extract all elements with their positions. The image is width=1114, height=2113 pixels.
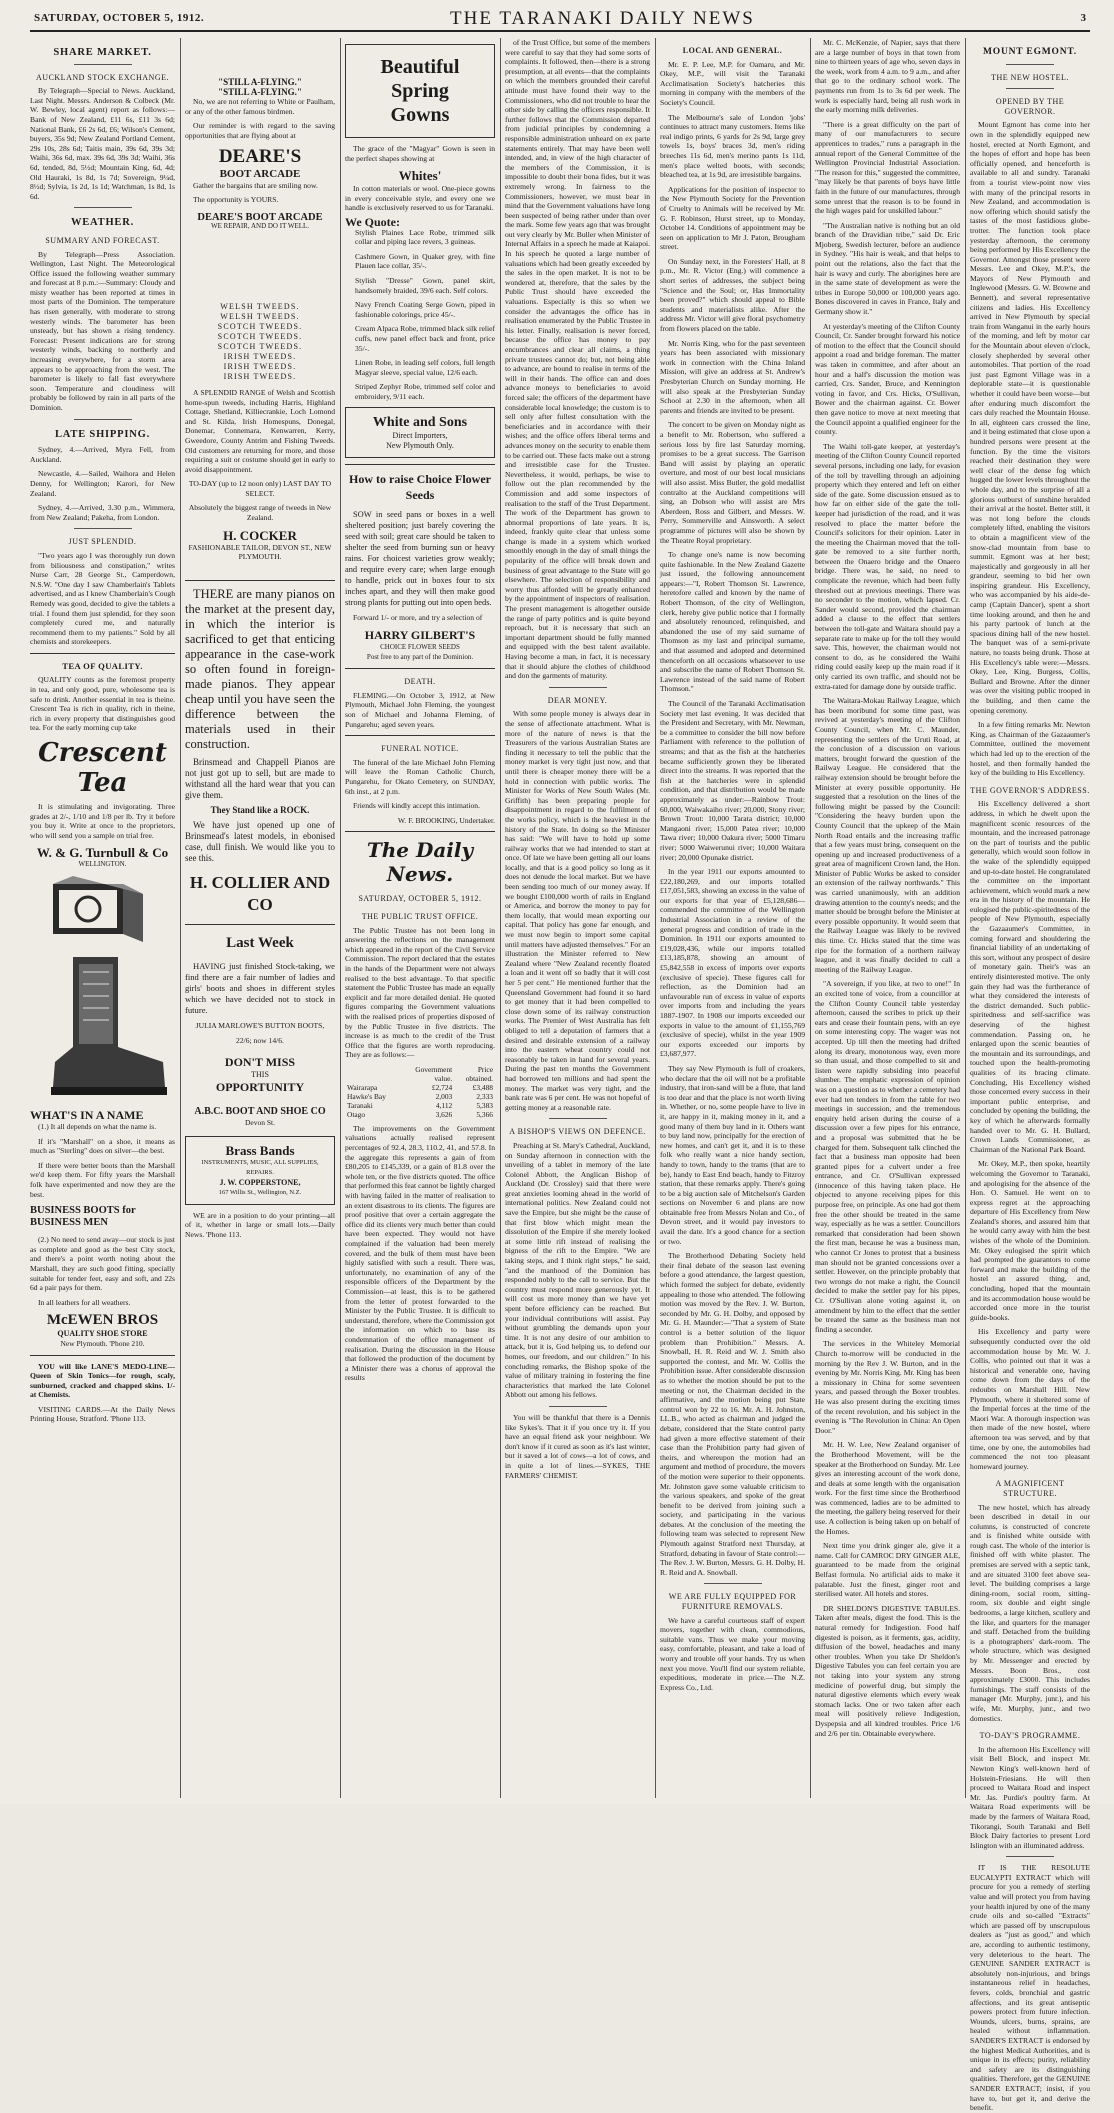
table-cell: Wairarapa (347, 1082, 378, 1092)
table-cell: Taranaki (347, 1100, 373, 1110)
ad-text: Gather the bargains that are smiling now. (193, 180, 318, 190)
dont-miss: DON'T MISS (224, 1054, 296, 1069)
list-item: Navy French Coating Serge Gown, piped in fashionable colorings, price 45/-. (355, 300, 495, 319)
subhead-opened-by-governor: OPENED BY THE GOVERNOR. (995, 97, 1065, 116)
headline-whats-in-a-name: WHAT'S IN A NAME (30, 1108, 144, 1122)
article-text: The Melbourne's sale of London 'jobs' continues to attract many customers. Items like real indigo prints, 6 yards for 2s 9d, large grey towels 1s, boys' braces 3d, men's riding breeches 11s 6d, men's merino pants 1s 11d, men's place welted boots, with seconds; bleached tea, at 1s 9d, are irresistible bargains. (660, 112, 805, 180)
list-item: Stylish "Dresse" Gown, panel skirt, handsomely braided, 39/6 each. Self colors. (355, 275, 495, 295)
headline-tea-of-quality: TEA OF QUALITY. (62, 660, 143, 671)
abc-boot-address: Devon St. (245, 1118, 275, 1128)
ad-text: SOW in seed pans or boxes in a well sheltered position; just barely covering the seed with soil; great care should be taken to shelter the seed from burning sun or heavy rains. For choicest varieties grow weakly; and require every care; when large enough to handle, prick out in boxes four to six inches apart, and they will then make good strong plants for putting out into open beds. (345, 510, 495, 608)
headline-just-splendid: JUST SPLENDID. (68, 537, 137, 547)
headline-flower-seeds: How to raise Choice Flower Seeds (349, 472, 491, 503)
white-and-sons-city: New Plymouth Only. (386, 441, 454, 451)
tweed-line: SCOTCH TWEEDS. (217, 341, 303, 351)
tweed-line: IRISH TWEEDS. (223, 351, 297, 361)
subhead-magnificent-structure: A MAGNIFICENT STRUCTURE. (995, 1479, 1065, 1498)
editorial-date: SATURDAY, OCTOBER 5, 1912. (358, 894, 482, 904)
article-text: Mr. E. P. Lee, M.P. for Oamaru, and Mr. Okey, M.P., will visit the Taranaki Acclimatisation Society's hatcheries this morning in company with the members of the Society's Council. (660, 59, 805, 107)
white-and-sons-sub: Direct Importers, (392, 431, 448, 441)
subhead-forecast: SUMMARY AND FORECAST. (45, 235, 160, 245)
table-row (345, 1092, 495, 1101)
article-text: The improvements on the Government valuations actually realised represent percentages of 92.4, 28.3, 110.2, 41, and 57.8. In the aggregate this represents a gain of from £80,205 to £145,339, or a gain of 81.8 over the whole ten, or the five districts quoted. The office that performed this feat cannot be lightly charged with having failed in the matter of realisation to an extent disastrous to its clients. The figures are proof positive that over a certain aggregate the office did its clients very much better than could have been expected. They would not have complained if the valuation had been merely covered, and the bulk of them must have been highly satisfied with such a result. There was, unfortunately, no examination of any of the responsible officers of the Department by the Commission—at least, this is to be gathered from the letter of protest forwarded to the Minister by the Public Trustee. It is difficult to understand, therefore, where the Commission got the information on which to base its condemnation of the office management of realisation. During the discussion in the House that followed the production of the document by a Minister there was a chorus of approval the results (345, 1123, 495, 1383)
tweed-line: WELSH TWEEDS. (220, 311, 300, 321)
headline-funeral-notice: FUNERAL NOTICE. (381, 744, 459, 754)
table-cell: 5,366 (476, 1109, 493, 1119)
table-cell: £2,724 (431, 1082, 453, 1092)
article-text: Mount Egmont has come into her own in the splendidly equipped new hostel, erected at North Egmont, and the hopes of effort and hope has been officially opened, and henceforth is available to all and sundry. Taranaki from a tourist view-point now vies with many of the principal resorts in New Zealand, and accommodation is now offering which should satisfy the tastes of the most fastidious globe-trotter. The function took place yesterday afternoon, the ceremony being performed by His Excellency the Governor. Amongst those present were Messrs. Lee and Okey, M.P.'s, the Mayors of New Plymouth and Inglewood (Messrs. G. W. Browne and Bennett), and several representative citizens and ladies. His Excellency arrived in New Plymouth by special train from Wanganui in the early hours of the morning, and left by motor car for the Mountain about eleven o'clock, closely shepherded by several other automobiles. That portion of the road just past Egmont Village was in a deplorable state—it is questionable whether it could have been worse—but after enduring much discomfort the cars duly reached the Mountain House. In all, eighteen cars crossed the line, and it being estimated that close upon a hundred persons were present at the function. By the time the visitors reached their destination they were well clear of the dense fog which hugged the lower levels throughout the whole day, and to the surprise of all a glorious outburst of sunshine heralded their arrival at the hostel. Better still, it was not long before the clouds completely lifted, enabling the visitors to obtain a magnificent view of the snow-clad mountain from base to summit. Egmont was at her best; majestically and gorgeously in all her grandeur, seeming to bid her own inspiring grandeur. His Excellency, who was accompanied by his aide-de-camp (Captain Dancer), spent a short time looking around, and then he and his party partook of lunch at the spacious dining hall of the new hostel. The banquet was of a semi-private nature, no toasts being drunk. Those at His Excellency's table were:—Messrs. Okey, Lee, King, Burgess, Collis, Bullard and Browne. After the dinner was over the visiting public trooped in the building, and then came the opening ceremony. (970, 120, 1090, 715)
turnbull-ad-title: W. & G. Turnbull & Co (36, 845, 169, 861)
subhead-governors-address: THE GOVERNOR'S ADDRESS. (970, 785, 1090, 795)
ad-text: (1.) It all depends on what the name is. (38, 1122, 157, 1131)
article-text: On Sunday next, in the Foresters' Hall, at 8 p.m., Mr. R. Victor (Eng.) will commence a short series of addresses, the subject being "Science and the Soul; or, Has Immortality been proved?" which should appeal to Bible students and materialists alike. After the address Mr. Victor will give floral psychometry from flowers placed on the table. (660, 256, 805, 334)
ad-text: We have a careful courteous staff of expert movers, together with clean, commodious, suitable vans. Thus we make your moving easy, comfortable, pleasant, and take a load of worry and trouble off your hands. Try us when next you move. You'll find our system reliable, expeditious, moderate in price.—The N.Z. Express Co., Ltd. (660, 1615, 805, 1692)
article-text: His Excellency delivered a short address, in which he dwelt upon the magnificent scenic resources of the mountain, and the increased patronage on the part of tourists and the public generally, which would soon follow in the wake of the splendidly equipped and up-to-date hostel. He congratulated the committee on the important achievement, which would mark a new era in the history of the mountain. He eulogised the public-spiritedness of the people of New Plymouth, especially the Gazaaumer's Committee, in coming forward and shouldering the financial liability of an undertaking of this sort, without any prospect of desire of monetary gain. Their's was an entirely disinterested motive. The only gain they had was the furtherance of what they considered the interests of the district demanded. Such public-spiritedness and self-sacrifice was deserving of the highest commendation. Passing on, he enlarged upon the scenic beauties of the mountain and its surroundings, and touched upon the health-promoting qualities of its bracing climate. Concluding, His Excellency wished those concerned every success in their important public enterprise, and concluded by opening the building, the key of which he afterwards formally handed over to Mr. G. H. Bullard, Crown Lands Commissioner, as Chairman of the National Park Board. (970, 799, 1091, 1154)
article-text: Sydney, 4.—Arrived, Myra Fell, from Auckland. (30, 445, 175, 464)
ad-text: IT IS THE RESOLUTE EUCALYPTI EXTRACT which will procure for you a remedy of sterling value and will protect you from having your health injured by one of the many crude oils and so-called "Extracts" which are passed off by unscrupulous dealers as "just as good," and which are, according to authentic testimony, very deleterious to the heart. The GENUINE SANDER EXTRACT is absolutely non-injurious, and brings instantaneous relief in headaches, fevers, colds, bronchial and gastric affections, and its great antiseptic powers protect from future infection. Wounds, ulcers, burns, sprains, are healed without inflammation. SANDER'S EXTRACT is endorsed by the highest Medical Authorities, and is unique in its effects; purity, reliability and safety are its distinguishing qualities. Therefore, get the GENUINE SANDER EXTRACT; insist, if you have to, but get it, and derive the benefit. (970, 1863, 1090, 2113)
list-item: Linen Robe, in leading self colors, full length Magyar sleeve, special value, 12/6 each. (355, 358, 495, 377)
brass-bands-address: 167 Willis St., Wellington, N.Z. (218, 1188, 302, 1196)
ad-text: Forward 1/- or more, and try a selection of (353, 613, 483, 623)
subhead-new-hostel: THE NEW HOSTEL. (991, 72, 1069, 82)
gown-list (345, 228, 495, 402)
article-text: At yesterday's meeting of the Clifton County Council, Cr. Sander brought forward his notice of motion to the effect that the Council should appoint a road and bridge foreman. The matter was taken in committee, and after about an hour and a half's discussion the motion was carried, Crs. Sander, Bruce, and Kennington voting in favor, and Crs. Hicks, O'Sullivan, Bower and the chairman against. Cr. Bower then gave notice to move at next meeting that the Council appoint a qualified engineer for the county. (815, 321, 960, 437)
tweed-line: IRISH TWEEDS. (223, 371, 297, 381)
column-4 (505, 38, 650, 1800)
harry-gilbert-sub: CHOICE FLOWER SEEDS (380, 643, 460, 652)
deares-title: DEARE'S (218, 145, 302, 167)
whites-title: Whites' (398, 168, 442, 184)
article-text: of the Trust Office, but some of the members were careful to say that they had some sorts of complaints. It followed, then—there is a strong presumption, at all events—that the complaints on which the members grounded their careful attitude must have found their way to the Commissioners, who did not trouble to hear the other side by calling the officers responsible. It further follows that the Commission departed from judicial principles by condemning a responsible administration unheard on ex parte statements entirely. That may have been well intended, and, in view of the high character of the members of the Commission, it is impossible to doubt their bona fides, but it was extremely wrong. In fairness to the Commissioners, however, we must bear in mind that the Government valuations have long been suspected of being rather under than over the mark. Some few years ago that was brought out very clearly by Mr. Buller when Minister of Internal Affairs in a speech he made at Kaiapoi. In his speech he quoted a large number of valuations which had been greatly exceeded by the sales in the open market. It is not to be wondered at, therefore, that the sales by the Public Trust should have exceeded the valuations. Especially is this so when we consider the advantages the office has in realisation enumerated by the Public Trustee in his letter. Finally, realisation is never forced, because the office has money to pay encumbrances and clear all claims, a thing private trustees cannot do; but, not being able to advance, are bound to realise in terms of the will in their hands. The office can and does advance moneys to beneficiaries to avoid forced sale; the officers of the department have considerable local knowledge; the custom is to sell only after fullest consultation with the beneficiaries and in accordance with their wishes; and the office offers liberal terms and advances money on the security to enable them to be carried out. These facts make out a strong and irresistible case for the Trustee. Nevertheless, it would, perhaps, be wise to follow out the plan recommended by the Commission and add some inspectors of realisation to the staff of the Trust Department. The work of the Department has grown to abnormal proportions of late years. It is, indeed, frankly quite clear that unless some change is made in a system which worked smoothly enough in the day of small things the popularity of the office will break down and business of great advantage to the State will go elsewhere. The selection of responsibility and worry thus afforded will be greatly enhanced by the appointment of inspectors of realisation. The present management is altogether outside the range of party politics and is quite beyond reproach, but it is necessary that such an important department should be fully manned and equipped with the best talent available. Having become a man, in fact, it is necessary that it should abjure the clothes of childhood and don the garments of maturity. (505, 38, 650, 681)
turnbull-ad-city: WELLINGTON. (78, 860, 127, 869)
column-rule (810, 38, 811, 1798)
headline-furniture-removals: WE ARE FULLY EQUIPPED FOR FURNITURE REMOVALS. (668, 1592, 797, 1612)
article-text: "Two years ago I was thoroughly run down from biliousness and constipation," writes Nurse Carr, 28 George St., Camperdown, N.S.W. "One day I saw Chamberlain's Tablets advertised, and as I knew Chamberlain's Cough Remedy was good, decided to give the tablets a trial. I found them just splendid, for they soon completely cured me, and naturally recommend them to my patients." Sold by all chemists and storekeepers. (30, 550, 175, 647)
article-text: Mr. C. McKenzie, of Napier, says that there are a large number of boys in that town from nine to thirteen years of age who, seven days in the week, work from 4 a.m. to 9 a.m., and after that go to the ordinary school work. The payments run from 1s to 3s 6d per week. The work is especially hard, being all rush work in the early morning milk deliveries. (815, 38, 960, 115)
ad-text: WE are in a position to do your printing—all of it, whether in large or small lots.—Daily News. 'Phone 113. (185, 1210, 335, 1239)
table-header (345, 1074, 401, 1083)
opportunity: OPPORTUNITY (215, 1080, 305, 1095)
article-text: You will be thankful that there is a Dennis like Sykes's. That it if you once try it. If you have an equal friend ask your neighbour. We don't know if it cured as soon as it's last winter, but it saved a lot of cows—a lot of cows, and in quite a lot of lines.—SYKES, THE FARMERS' CHEMIST. (505, 1412, 650, 1480)
ad-text: (2.) No need to send away—our stock is just as complete and good as the best City stock, and there's a point worth noting about the Marshall, they are such good fitting, specially suitable for tender feet, easy and soft, and 22s 6d a pair pays for them. (30, 1235, 175, 1293)
column-5 (660, 38, 805, 1800)
article-text: By Telegraph—Special to News. Auckland, Last Night. Messrs. Anderson & Colbeck (Mr. W. Bewley, local agent) report as follows:—Bank of New Zealand, £11 6s, £11 3s 6d; National Bank, £6 2s 6d, £6; Wilson's Cement, buyers, 35s 9d; New Zealand Portland Cement, 29s 10s, 28s 6d; Taitis main, 39s 6d, 39s 3d; Waihi, 36s 6d, max. 39s 6d, 39s 3d; Waihi, 36s 6d, tended, 8d, 5½d; Mountain King, 6d, 4d; Old Hauraki, 1s 8d, 1s 7d; Sovereign, 9¼d, 8½d; Sylvia, 1s 2d, 1s 1d; Watchman, 1s 8d, 1s 6d. (30, 86, 175, 201)
ad-text: The grace of the "Magyar" Gown is seen in the perfect shapes showing at (345, 144, 495, 163)
harry-gilbert-post: Post free to any part of the Dominion. (366, 652, 474, 661)
ad-text: Our reminder is with regard to the saving opportunities that are flying about at (185, 121, 335, 140)
ad-text: In all leathers for all weathers. (38, 1297, 131, 1307)
ad-text: It is stimulating and invigorating. Three grades at 2/-, 1/10 and 1/8 per lb. Try it before you buy it. Write at once to the proprietors, who will send you a sample on trial free. (30, 802, 175, 840)
article-text: The Brotherhood Debating Society held their final debate of the season last evening before a good attendance, the largest question, which formed the subject for debate, evidently appealing to those who attended. The following motion was moved by the Rev. J. W. Burton, seconded by Mr. G. H. Dolby, and opposed by Mr. G. H. Maunder:—"That a system of State control is a better solution of the liquor problem than Prohibition." Messrs. A. Snowball, H. R. Reid and W. J. Smith also supported the contest, and Mr. W. Collis the Prohibition issue. After considerable discussion as to whether the motion should be put to the meeting or not, the Chairman decided in the affirmative, and the motion being put State control won by 22 to 16. Mr. A. H. Johnston, LL.B., who acted as chairman and judged the debate, considered that the State control party had given a more effective statement of their case than the Prohibition party had given of theirs, and whereupon the motion had an argument and method of procedure, the movers of the motion were superior to their opponents. Mr. Johnston gave some valuable criticism to the various speakers, and spoke of the great benefit to be derived from joining such a society, and participating in the various debates. At the conclusion of the meeting the following team was selected to represent New Plymouth against Stratford next Thursday, at Stratford, debating in favour of State control:—The Rev. J. W. Burton, Messrs. G. H. Dolby, H. R. Reid and A. Snowball. (660, 1251, 805, 1577)
tea-packet-illustration (43, 876, 163, 946)
article-text: Mr. Norris King, who for the past seventeen years has been associated with missionary work in connection with the China Inland Mission, will give an address at St. Andrew's Presbyterian Church on Sunday morning. He will also speak at the Presbyterian Sunday School at 2.30 in the afternoon, when all parents and friends are invited to be present. (660, 338, 805, 415)
boot-illustration (33, 952, 173, 1102)
article-text: Mr. Okey, M.P., then spoke, heartily welcoming the Governor to Taranaki, and apologising for the absence of the Hon. O. Samuel. He went on to express regret at the approaching departure of His Excellency from New Zealand's shores, and assured him that he would carry away with him the best wishes of the whole of the Dominion. Mr. Okey eulogised the spirit which had prompted the guarantors to come forward and make the building of the hostel an assured thing, and, concluding, hoped that the mountain and its accommodation house would be accorded once more in the tourist guide-books. (970, 1159, 1090, 1322)
column-rule (655, 38, 656, 1798)
we-quote: We Quote: (345, 214, 400, 229)
table-header: Price (477, 1064, 493, 1074)
article-text: In the afternoon His Excellency will visit Bell Block, and inspect Mr. Newton King's well-known herd of Holstein-Friesians. He will then proceed to Waitara Road and inspect Mr. Jas. Purdie's poultry farm. At Waitara Road experiments will be made by the farmers of Waitara Road, Tikorangi, South Taranaki and Bell Block Dairy factories to present Lord Islington with an illuminated address. (970, 1744, 1090, 1850)
brass-bands-ad (185, 1136, 335, 1205)
article-text: His Excellency and party were subsequently conducted over the old accommodation house by Mr. W. J. Collis, who pointed out that it was a historical and venerable one, having come down from the days of the redoubts on Marshall Hill. New Plymouth, where it sheltered some of the Imperial forces at the time of the Maori War. A thorough inspection was then made of the new hostel, where afternoon tea was served, and by that time, one by one, the automobiles had commenced the not too pleasant homeward journey. (970, 1327, 1090, 1471)
notice-text: FLEMING.—On October 3, 1912, at New Plymouth, Michael John Fleming, the youngest son of Michael and Johanna Fleming, of Pungarehu; aged seven years. (345, 690, 495, 729)
article-text: To change one's name is now becoming quite fashionable. In the New Zealand Gazette just issued, the following announcement appears:—"I, Robert Thomson St. Lawrence, heretofore called and known by the name of Robert Thomson, of the city of Wellington, clerk, hereby give public notice that I formally and absolutely renounced, relinquished, and abandoned the use of my said surname of Thomson as my last and principal surname, and that assumed and adopted and determined thenceforth on all occasions whatsoever to use and subscribe the name of Robert Thomson St. Lawrence instead of the said name of Robert Thomson." (660, 550, 805, 694)
column-rule (965, 38, 966, 1798)
ad-text: VISITING CARDS.—At the Daily News Printing House, Stratford. 'Phone 113. (30, 1404, 175, 1424)
masthead-date: SATURDAY, OCTOBER 5, 1912. (34, 12, 205, 24)
dont-miss-this: THIS (251, 1069, 269, 1079)
daily-news-nameplate: The Daily News. (366, 838, 474, 887)
table-header (345, 1065, 401, 1074)
article-text: The Public Trustee has not been long in answering the reflections on the management which appeared in the report of the Civil Service Commission. The report declared that the estates in the hands of the Department were not always realised to the best advantage. To that specific statement the Public Trustee has made an equally explicit and far more detailed denial. He quoted figures comparing the Government valuations with the realised prices of properties disposed of by the Public Trustee in five districts. The increase is as much to the credit of the Trust Office that the figures are worth reproducing. They are as follows:— (345, 925, 495, 1060)
table-cell: 5,383 (476, 1100, 493, 1110)
table-row (345, 1101, 495, 1110)
table-row (345, 1065, 495, 1074)
article-text: The Council of the Taranaki Acclimatisation Society met last evening. It was decided that the President and Secretary, with Mr. Newman, be a committee to consider the bill now before Parliament with reference to the pollution of streams; and that as the fish at the hatcheries became sufficiently grown they be liberated direct into the streams. It was reported that the fish at the hatcheries were in splendid condition, and that distribution would be made approximately as under:—Rainbow Trout: 60,000, Waiwakaiho river; 20,000, Stony river; Brown Trout: 10,000 Tarata district; 10,000 Mangaoni river; 15,000 Patea river; 10,000 Tawa river; 10,000 Oakura river; 5000 Timaru river; 5000 Waiwerunui river; 10,000 Waitara river; 20,000 Opunake district. (660, 699, 805, 862)
article-text: Preaching at St. Mary's Cathedral, Auckland, on Sunday afternoon in connection with the unveiling of a tablet in memory of the late Colonel Abbott, the Anglican Bishop of Auckland (Dr. Crossley) said that there were great anxieties looming ahead in the world of international politics. New Zealand could not save the Empire, but she might be the cause of that first blow which might mean the dissolution of the Empire if she merely looked at some little rift instead of realising the bigness of the rift to the Empire. "We are taking steps, and I think right steps," he said, "and the manhood of the Dominion has responded nobly to the call to service. But the country must respond more generously yet. It will cost us more money than we have yet spent before efficiency can be reached. But your individual contributions will assist. Pay without grumbling the demands upon your time. It is not any desire of our ambition to attack, but it is, God helping us, to defend our homes, our freedom, and our children." In his concluding remarks, the Bishop spoke of the value of military training in fostering the fine characteristics that marked the late Colonel Abbott out among his fellows. (505, 1140, 650, 1400)
headline-public-trust: THE PUBLIC TRUST OFFICE. (361, 911, 479, 921)
ad-text: YOU will like LANE'S MEDO-LINE—Queen of Skin Tonics—for rough, scaly, sunburned, cracked and chapped skins. 1/- at Chemists. (30, 1361, 175, 1400)
column-rule (340, 38, 341, 1798)
spring-gowns-ad (345, 44, 495, 138)
headline-dear-money: DEAR MONEY. (547, 695, 608, 705)
ad-text: Absolutely the biggest range of tweeds in New Zealand. (188, 503, 332, 523)
table-header: Government (415, 1064, 453, 1074)
ad-text: JULIA MARLOWE'S BUTTON BOOTS, (195, 1021, 325, 1031)
table-cell: 4,112 (435, 1100, 453, 1110)
article-text: With some people money is always dear in the sense of affectionate attachment. What is more of the nature of news is that the Treasurers of the various Australian States are finding it necessary to tell the public that the money market is very tight just now, and that until there is cheaper money there will be a hold in connection with public works. The Minister for Works of New South Wales (Mr. Griffith) has been preparing people for disappointment in regard to the fulfilment of the works policy, which is the heaviest in the history of the State. In doing so the Minister has said: "We will have to hold up some railway works that we had intended to start at once. Of late we have been getting all our loans locally, and that is a good policy so long as it does not denude the local market. But we have been sending too much of our money away. If we bought £100,000 worth of rails in England or America, and borrow the money to pay for them locally, that would mean exporting our capital. That policy has gone far enough, and we must now begin to import some capital until matters have adjusted themselves." For an illustration the Minister referred to New Zealand where "New Zealand recently floated a loan and it went off so badly that it will cost her 5 per cent." He mentioned further that the Queensland Government had found it so hard to get money that it had been compelled to close down some of its railway construction works. The Premier of West Australia has felt obliged to tell a deputation of farmers that a desired and desirable extension of a railway into the eastern wheat country could not reasonably be taken in hand for several years. During the past ten months the Government had borrowed ten millions and had spent the money. The market was very tight, and the bank rate was 6 per cent. He was not hopeful of getting money at a reasonable rate. (505, 709, 650, 1112)
table-row (345, 1074, 495, 1083)
headline-local-general: LOCAL AND GENERAL. (682, 46, 783, 55)
crescent-tea-logo: Crescent Tea (38, 738, 167, 799)
article-text: They say New Plymouth is full of croakers, who declare that the oil will not be a profitable industry, that iron-sand will be a flute, that land is too dear and that the place is not worth living in. Whether, or no, some people have to live in it, are happy in it, making money in it, and a good many of them buy land in it. Others want to buy land now, principally for the erection of new homes, and can't get it, and it is to these folk who really want a nice handy section, handy to town, handy to the trams (that are to be), handy to East End beach, handy to Fitzroy station, that these remarks apply. There's going to be a big auction sale of Mitchelson's Garden sections on November 6 and plans are now obtainable free from Messrs Nolan and Co., of Devon street, and it would pay investors to avail the date. It's a good chance for a section or two. (660, 1063, 805, 1246)
brass-bands-title: Brass Bands (225, 1142, 295, 1158)
table-cell: Otago (347, 1109, 366, 1119)
article-text: "There is a great difficulty on the part of many of our manufacturers to secure apprentices to trades," runs a paragraph in the annual report of the General Committee of the Wellington Provincial Industrial Association. "The reason for this," suggested the committee, "may likely be that parents of boys have little faith in the future of our manufactures, through some unrest that the reason is to be found in the high wages paid for unskilled labour." (815, 119, 960, 216)
subhead-todays-programme: TO-DAY'S PROGRAMME. (979, 1731, 1081, 1741)
subhead-auckland-exchange: AUCKLAND STOCK EXCHANGE. (36, 72, 169, 82)
last-week-title: Last Week (226, 935, 294, 952)
ad-text: The opportunity is YOURS. (193, 195, 279, 205)
tweed-line: WELSH TWEEDS. (220, 301, 300, 311)
ad-text: We have just opened up one of Brinsmead's latest models, in ebonised case, dull finish. We would like you to see this. (185, 820, 335, 864)
headline-business-boots: BUSINESS BOOTS for BUSINESS MEN (30, 1205, 136, 1229)
headline-bishops-views: A BISHOP'S VIEWS ON DEFENCE. (509, 1127, 646, 1137)
ad-text: Brinsmead and Chappell Pianos are not just got up to sell, but are made to withstand all the hard wear that you can give them. (185, 756, 335, 800)
white-and-sons-ad (345, 407, 495, 458)
masthead-title: THE TARANAKI DAILY NEWS (450, 8, 755, 29)
headline-weather: WEATHER. (70, 217, 135, 229)
deares-repair: WE REPAIR, AND DO IT WELL. (210, 222, 310, 231)
ad-text: No, we are not referring to White or Paulham, or any of the other famous birdmen. (185, 97, 335, 116)
mcewen-bros-sub: QUALITY SHOE STORE (57, 1329, 148, 1339)
article-text: In the year 1911 our exports amounted to £22,180,269, and our imports totalled £17,051,583, showing an excess in the value of our exports for that year of £5,128,686—commended the committee of the Wellington Industrial Association in a review of the general progress and condition of trade in the Dominion. In 1911 our exports amounted to £19,028,436, while our imports totalled £13,185,878, showing an amount of £5,842,558 in excess of imports over exports (exclusive of specie). These figures call for reflection, as the Dominion had an unfavourable run of excess in value of exports over imports from and including the years 1887-1907. In 1908 our imports exceeded our exports in value to the amount of £1,155,769 (exclusive of specie), whilst in the year 1909 our exports exceeded our imports by £3,687,977. (660, 867, 805, 1059)
ad-text: If it's "Marshall" on a shoe, it means as much as "Sterling" does on silver—the best. (30, 1136, 175, 1156)
tweed-line: SCOTCH TWEEDS. (217, 331, 303, 341)
table-cell: 2,333 (476, 1091, 493, 1101)
list-item: Stylish Plaines Lace Robe, trimmed silk collar and piping lace revers, 3 guineas. (355, 227, 495, 247)
masthead (30, 6, 1090, 32)
headline-mount-egmont: MOUNT EGMONT. (983, 47, 1077, 57)
cocker-sub: FASHIONABLE TAILOR, DEVON ST., NEW PLYMOUTH. (188, 542, 332, 562)
tweed-line: IRISH TWEEDS. (223, 361, 297, 371)
table-cell: Hawke's Bay (347, 1091, 386, 1101)
table-cell: 3,626 (435, 1109, 453, 1119)
article-text: By Telegraph—Press Association. Wellington, Last Night. The Meteorological Office issued the following weather summary and forecast at 8 p.m.:—Summary: Cloudy and misty weather has been reported at times in most parts of the Dominion. The temperature has risen generally, with moderate to strong westerly winds. The barometer has been unsteady, but has shown a rising tendency. Forecast: Present indications are for strong westerly winds, backing to northerly and increasing everywhere, for a storm area appears to be approaching from the west. The barometer is likely to fall fast everywhere soon. Temperature and cloudiness will probably be followed by rain in all parts of the Dominion. (30, 249, 175, 412)
ad-text: 22/6; now 14/6. (236, 1036, 284, 1046)
ad-text: QUALITY counts as the foremost property in tea, and only good, pure, wholesome tea is safe to drink. Another essential in tea is theine. Crescent Tea is rich in quality, rich in theine, rich in every property that distinguishes good tea. For the early morning cup take (30, 675, 175, 733)
column-6 (815, 38, 960, 1800)
headline-late-shipping: LATE SHIPPING. (54, 428, 151, 440)
article-text: The concert to be given on Monday night as a benefit to Mr. Robertson, who suffered a serious loss by fire last Saturday morning, promises to be a great success. The Garrison Band will assist by playing an operatic overture, and most of our best local musicians will also assist. Miss Butler, the gold medallist contralto at the Auckland competitions will sing, an Dobson who will assist are Mrs Aberdeen, Ross and Gilbert, and Messrs. W. Perry, Sommerville and Ainsworth. A select programme of pictures will also be shown by the Theatre Royal proprietary. (660, 420, 805, 545)
still-a-flying-1: "STILL A-FLYING." (218, 77, 302, 87)
table-row (345, 1110, 495, 1119)
page-number: 3 (1080, 12, 1086, 24)
ad-text: Next time you drink ginger ale, give it a name. Call for CAMROC DRY GINGER ALE, guaranteed to be made from the original Belfast formula. No artificial aids to make it palatable. Just the finest, ginger root and sterilised water. All hotels and stores. (815, 1541, 960, 1599)
article-text: The Waihi toll-gate keeper, at yesterday's meeting of the Clifton County Council reported several persons, including one lady, for evasion of the toll by travelling through an adjoining property which they entered and left on either side of the gate. Some discussion ensued as to how far on either side of the gate the toll-keeper had jurisdiction of the road, and it was resolved to place the matter before the Council's solicitors for their opinion. Later in the meeting the Chairman moved that the toll-gate be removed to a site further north, between the Onaero bridge and the Onaero bridge. There was, he said, no need to complicate the revenue, which had been fully threshed out at previous meetings. There was no seconder to the motion, which lapsed. Cr. Sander would second, provided the chairman added a clause to the effect that settlers between the toll-gate and Waitara should pay a separate rate to make up for the toll they would save. This, however, the chairman would not consent to do, as he considered the Waihi riding could easily keep up the main road if it only carried its own traffic, and should not be extra-rated for damage done by outside traffic. (815, 441, 960, 691)
spring-gowns-title-3: Gowns (390, 104, 450, 126)
brass-bands-name: J. W. COPPERSTONE, (219, 1177, 301, 1187)
column-7 (970, 38, 1091, 2113)
article-text: Sydney, 4.—Arrived, 3.30 p.m., Wimmera, from New Zealand; Pakeha, from London. (30, 503, 175, 522)
headline-share-market: SHARE MARKET. (53, 47, 152, 58)
ad-text: DR SHELDON'S DIGESTIVE TABULES. Taken after meals, digest the food. This is the natural remedy for Indigestion. Food half digested is poison, as it ferments, gas, acidity, diffusion of the bowel, headaches and many other troubles. When you take Dr Sheldon's Digestive Tabules you can feel certain you are not taking into your system any strong medicine of powerful drug, but simply the natural digestive elements which every weak stomach lacks. One or two taken after each meal will positively relieve Indigestion, Dyspepsia and all kindred troubles. Price 1/6 and 2/6 per tin. Obtainable everywhere. (815, 1603, 960, 1738)
ad-text: In cotton materials or wool. One-piece gowns in every conceivable style, and every one we handle is exclusively reserved to us for Taranaki. (345, 184, 495, 213)
tweeds-list (185, 302, 335, 382)
spring-gowns-title-2: Spring (391, 80, 449, 102)
article-text: In a few fitting remarks Mr. Newton King, as Chairman of the Gazaaumer's Committee, outlined the movement which had led up to the erection of the hostel, and then formally handed the key of the building to His Excellency. (970, 720, 1090, 778)
table-header: obtained. (465, 1073, 493, 1083)
article-text: The Waitara-Mokau Railway League, which has been moribund for some time past, was revived at yesterday's meeting of the Clifton County Council, when Mr. C. Maunder, representing the settlers of the Uruti Road, at the conclusion of a discussion on various matters, brought forward the question of the Railway League. He considered that the railway extension should be brought before the Minister at every possible opportunity. He suggested that a resolution on the lines of the following might be passed by the Council: "Considering the heavy burden upon the County Council that the upkeep of the Main North Road entails and the increasing traffic that a few years must bring, consequent on the opening up and increased productiveness of a great area of magnificent Crown land, the Hon. Minister of Public Works be asked to consider an extension of the railway northwards." This was carried unanimously, with an addition drawing attention to the county's needs; and the matter should be brought before the Minister at every possible opportunity. It would seem that the Railway League was likely to be revived this time. Cr. Hicks stated that the time was ripe for the formation of a northern railway league, and it was finally decided to call a meeting of the Railway League. (815, 696, 960, 974)
article-text: "A sovereign, if you like, at two to one!" In an excited tone of voice, from a councillor at the Clifton County Council table yesterday afternoon, caused the scribes to prick up their ears and cease their fountain pens, with an eye on some interesting copy. The wager was not accepted. Up till then the meeting had drifted along its dreary, monotonous way, even more so than usual, and those compelled to sit and listen were rapidly subsiding into peaceful slumber. The emphatic expression of opinion was on a question as to whether a cemetery had ever had ten tenders in from the table for two meetings in succession, and the tremendous enquiry held arisen during the course of a discussion over a few pipes for his entrance, and a proposal was submitted that he be charged for them. Subsequent talk clinched the fact that a business man opposite had been granted pipes for a culvert under a free entrance, and Cr. O'Sullivan expressed (innocence of this having taken place. He objected to anyone receiving pipes for this purpose free, on principle. As one had got them free the other should be treated in the same way, especially as he was a settler. Councillors remarked that consideration had been shown the first man, because he was a business man, who cannot Cr Jones to protest that a business man should not be granted concessions over a settler. However, on the principle probably that two wrongs do not make a right, the Council decided to make the settler pay for his pipes, Cr. O'Sullivan alone voting against it, on amendment by him to the effect that the settler be treated the same as the business man not finding a seconder. (815, 979, 960, 1334)
table-row (345, 1083, 495, 1092)
abc-boot-title: A.B.C. BOOT AND SHOE CO (194, 1106, 326, 1118)
table-header: value. (434, 1073, 453, 1083)
notice-text: Friends will kindly accept this intimation. (353, 801, 480, 811)
article-text: The services in the Whiteley Memorial Church to-morrow will be conducted in the morning by the Rev J. W. Burton, and in the evening by Mr. Norris King. Mr. King has been a missionary in China for some seventeen years, and passed through the Boxer troubles. He was also present during the exciting times of the recent revolution, and his subject in the evening is "The Revolution in China: An Open Door." (815, 1339, 960, 1435)
article-text: Newcastle, 4.—Sailed, Waihora and Helen Denny, for Wellington; Karori, for New Zealand. (30, 469, 175, 498)
column-rule (500, 38, 501, 1798)
ad-text: A SPLENDID RANGE of Welsh and Scottish home-spun tweeds, including Harris, Highland Cottage, Shetland, Killiecrankie, Loch Lomond and St. Kilda, Irish Homespuns, Donegal, Donemar, Connemara, Kenwarren, Kerry, Gweedore, County Antrim and Fishing Tweeds. Old customers are returning for more, and those requiring a suit or costume should get in early to avoid disappointment. (185, 387, 335, 474)
ad-text: If there were better boots than the Marshall we'd keep them. For fifty years the Marshall folk have experimented and now they are the best. (30, 1160, 175, 1199)
ad-text: TO-DAY (up to 12 noon only) LAST DAY TO SELECT. (188, 479, 332, 498)
list-item: Striped Zephyr Robe, trimmed self color and embroidery, 9/11 each. (355, 382, 495, 401)
list-item: Cream Alpaca Robe, trimmed black silk relief cuffs, new panel effect back and front, price 35/-. (355, 324, 495, 353)
valuation-table (345, 1065, 495, 1119)
notice-text: The funeral of the late Michael John Fleming will leave the Roman Catholic Church, Pungarehu, for Okato Cemetery, on SUNDAY, 6th inst., at 2 p.m. (345, 757, 495, 796)
mcewen-bros-title: McEWEN BROS (46, 1312, 159, 1329)
piano-ad-text: THERE are many pianos on the market at the present day, in which the interior is sacrificed to get that enticing appearance in the case-work so often found in foreign-made pianos. They appear cheap until you have seen the difference between the materials used in their construction. (185, 586, 335, 751)
table-cell: 2,003 (435, 1091, 453, 1101)
cocker-title: H. COCKER (223, 527, 297, 543)
white-and-sons-title: White and Sons (372, 415, 468, 431)
still-a-flying-2: "STILL A-FLYING." (218, 86, 302, 97)
headline-death: DEATH. (404, 677, 436, 687)
mcewen-bros-address: New Plymouth. 'Phone 210. (60, 1338, 145, 1348)
article-text: Mr. H. W. Lee, New Zealand organiser of the Brotherhood Movement, will be the speaker at the Brotherhood on Sunday. Mr. Lee gives an interesting account of the work done, and deals at some length with the organisation work. For the first time since the Brotherhood was commenced, ladies are to be admitted to the meeting, the gallery being reserved for their use. A collection is being taken up on behalf of the Homes. (815, 1440, 960, 1536)
tweed-line: SCOTCH TWEEDS. (217, 321, 303, 331)
column-1 (30, 38, 175, 1800)
table-cell: £3,488 (472, 1082, 493, 1092)
column-3 (345, 38, 495, 1800)
brass-bands-sub: INSTRUMENTS, MUSIC, ALL SUPPLIES, REPAIRS. (201, 1158, 319, 1176)
ad-text: They Stand like a ROCK. (210, 804, 310, 815)
deares-sub: BOOT ARCADE (219, 167, 301, 180)
article-text: Applications for the position of inspector to the New Plymouth Society for the Prevention of Cruelty to Animals will be received by Mr. G. F. Robinson, Hurst street, up to Monday, October 14. Conditions of appointment may be seen on application to Mr J. Paton, Brougham street. (660, 184, 805, 252)
notice-text: W. F. BROOKING, Undertaker. (397, 815, 495, 825)
ad-text: HAVING just finished Stock-taking, we find there are a fair number of ladies and girls' boots and shoes in different styles which we have decided not to stock in future. (185, 961, 335, 1016)
column-rule (180, 38, 181, 1798)
column-2 (185, 38, 335, 1800)
article-text: "The Australian native is nothing but an old branch of the Dravidian tribe," said Dr. Eric Mjoberg, Swedish lecturer, before an audience in Sydney. "His hair is weak, and that helps to point out the relations, also the fact that the hair is wavy and curly. The aborigines here are in the same state of development as were the tribes in Europe 50,000 or 100,000 years ago. Bones discovered in caves in France, Italy and Germany show it." (815, 220, 960, 317)
deares-boot-arcade: DEARE'S BOOT ARCADE (197, 211, 323, 223)
list-item: Cashmere Gown, in Quaker grey, with fine Plauen lace collar, 35/-. (355, 251, 495, 271)
spring-gowns-title-1: Beautiful (380, 56, 460, 78)
collier-title: H. COLLIER AND CO (189, 873, 331, 915)
article-text: The new hostel, which has already been described in detail in our columns, is constructed of concrete and is finished white outside with rough cast. The whole of the interior is finished off with white plaster. The premises are served with a septic tank, and are situated 3100 feet above sea-level. The building comprises a large dining-room, social room, sitting-room, six double and eight single bedrooms, a large kitchen, scullery and the like, and quarters for the manager and staff. Detached from the building is a photographers' dark-room. The whole structure, which was designed by Mr. Messenger and erected by Messrs. Boon Bros., cost approximately £3000. This includes furnishings. The staff consists of the manager (Mr. Murphy, junr.), and his wife, Mr. Murphy, junr., and two domestics. (970, 1502, 1090, 1723)
harry-gilbert-title: HARRY GILBERT'S (364, 628, 476, 643)
